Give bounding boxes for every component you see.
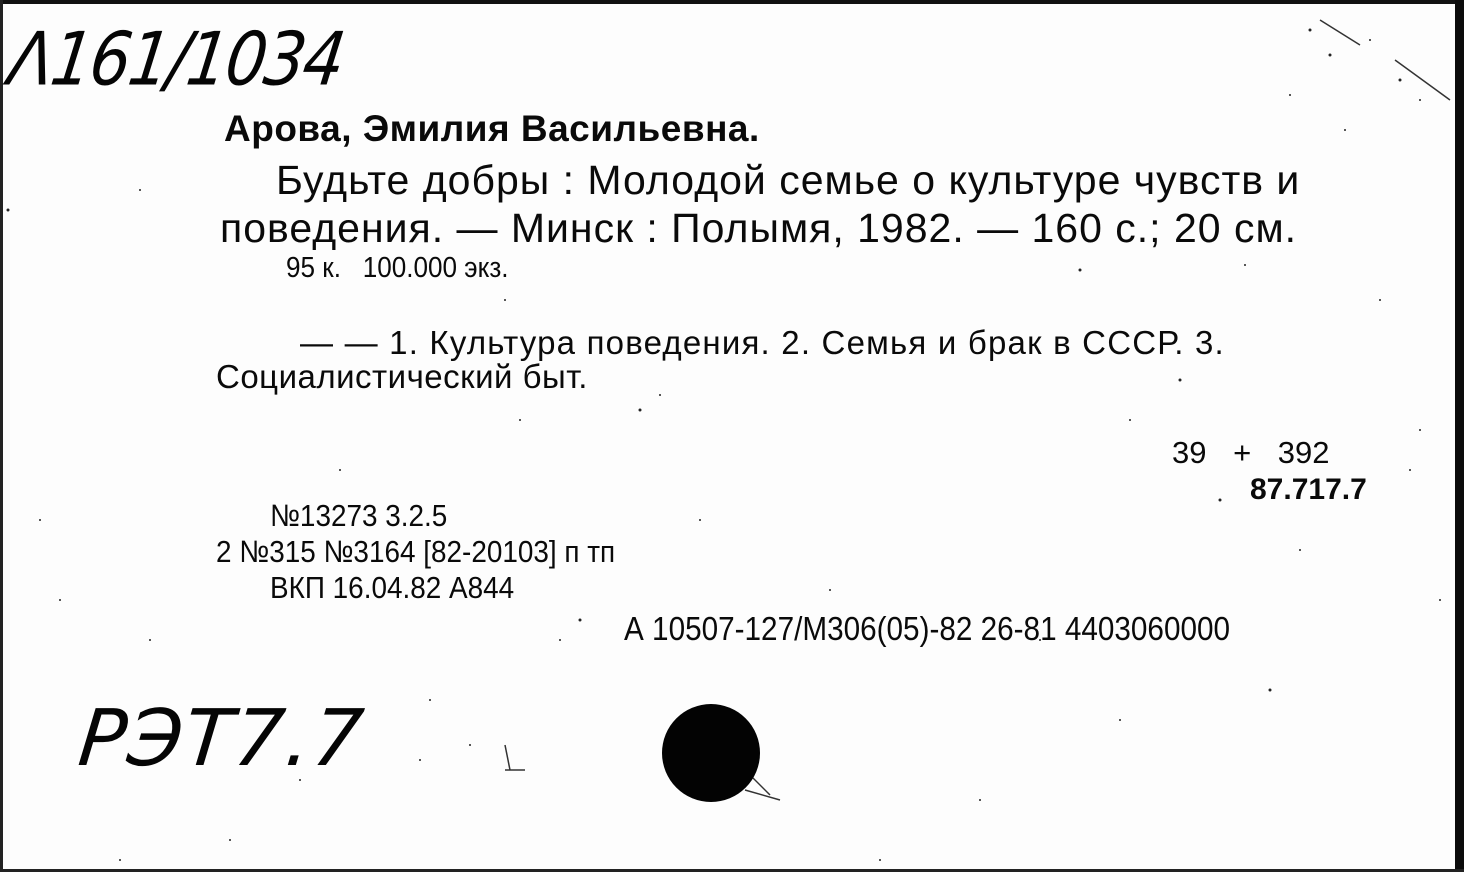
shelf-mark-handwritten: Λ161/1034 — [4, 18, 349, 104]
class-mark-handwritten: РЭТ7.7 — [74, 694, 370, 784]
price-and-print-run: 95 к. 100.000 экз. — [286, 252, 509, 284]
service-line-4: А 10507-127/М306(05)-82 26-81 4403060000 — [624, 610, 1231, 647]
service-line-2: 2 №315 №3164 [82-20103] п тп — [216, 534, 616, 569]
author-heading: Арова, Эмилия Васильевна. — [224, 108, 760, 149]
title-line-2: поведения. — Минск : Полымя, 1982. — 160 с.; 20 см. — [220, 205, 1298, 251]
subject-headings-line-1: — — 1. Культура поведения. 2. Семья и брак в СССР. 3. — [300, 324, 1225, 361]
title-line-1: Будьте добры : Молодой семье о культуре чувств и — [276, 157, 1301, 203]
subject-headings-line-2: Социалистический быт. — [216, 358, 588, 395]
punch-hole — [662, 704, 760, 802]
classification-index-1: 39 + 392 — [1172, 435, 1330, 470]
service-line-1: №13273 3.2.5 — [270, 498, 448, 533]
classification-index-2: 87.717.7 — [1250, 473, 1367, 506]
service-line-3: ВКП 16.04.82 А844 — [270, 570, 515, 605]
